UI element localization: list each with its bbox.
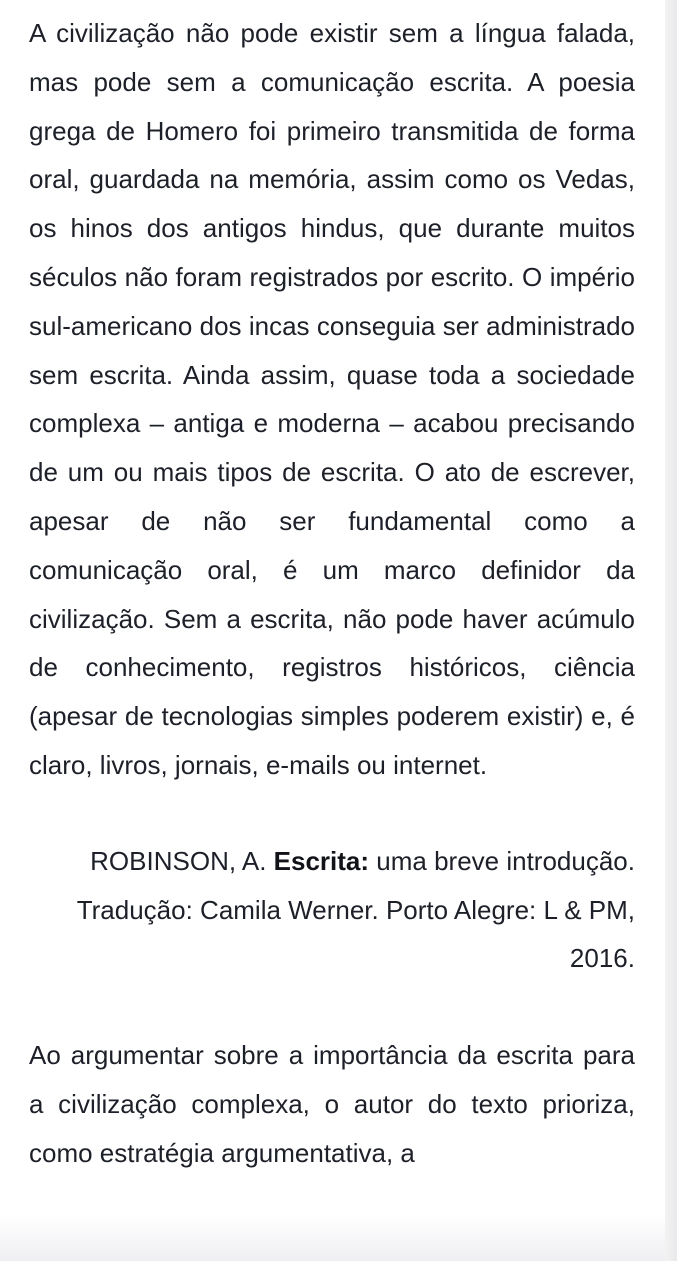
bottom-fade-overlay: [0, 1215, 665, 1261]
reference-subtitle: uma breve introdução.: [376, 845, 635, 876]
question-stem: Ao argumentar sobre a importância da escrita para a civilização complexa, o autor do texto prioriza, como estratégia argumentativa, a: [29, 1040, 635, 1168]
document-content: [29, 9, 635, 1178]
reference-year: 2016.: [569, 943, 635, 974]
reference-author: ROBINSON, A.: [90, 845, 267, 876]
reference-title: Escrita:: [273, 845, 370, 876]
reference-translation: Tradução: Camila Werner. Porto Alegre: L & PM,: [76, 894, 635, 925]
right-edge-shade: [665, 0, 677, 1261]
source-reference: [29, 837, 635, 983]
passage-text: A civilização não pode existir sem a língua falada, mas pode sem a comunicação escrita. A poesia grega de Homero foi primeiro transmitida de forma oral, guardada na memória, assim como os Vedas, os hinos dos antigos hindus, que durante muitos séculos não foram registrados por escrito. O império sul-americano dos incas conseguia ser administrado sem escrita. Ainda assim, quase toda a sociedade complexa – antiga e moderna – acabou precisando de um ou mais tipos de escrita. O ato de escrever, apesar de não ser fundamental como a comunicação oral, é um marco definidor da civilização. Sem a escrita, não pode haver acúmulo de conhecimento, registros históricos, ciência (apesar de tecnologias simples poderem existir) e, é claro, livros, jornais, e-mails ou internet.: [29, 18, 635, 780]
